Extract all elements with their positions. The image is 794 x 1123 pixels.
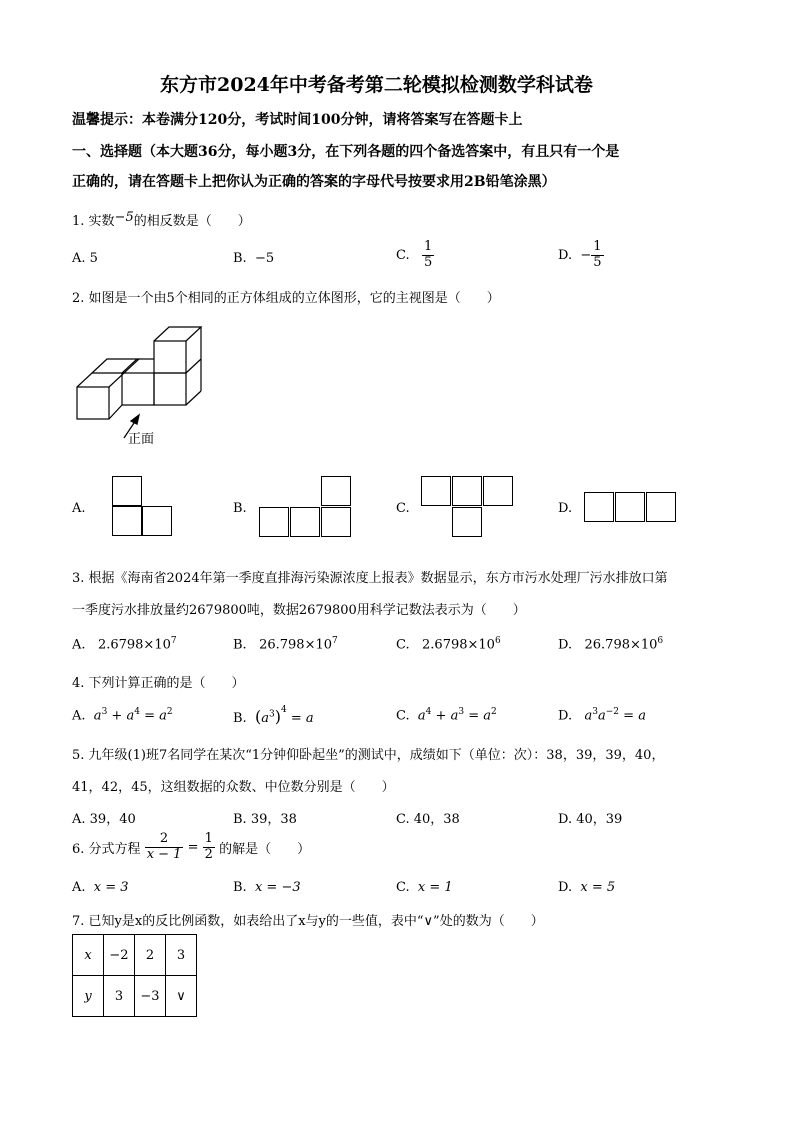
table-row-y (73, 976, 197, 1017)
q5-option-b[interactable]: B. 39，38 (233, 812, 297, 827)
table-cell: 3 (104, 976, 135, 1017)
q1-option-b[interactable]: B. −5 (233, 251, 275, 266)
xy-value-table (72, 934, 197, 1017)
front-view-label: 正面 (128, 432, 155, 447)
q3-option-a[interactable]: A. $2.6798\times 10^7$ (72, 636, 177, 653)
q1-option-d[interactable]: D. − $\frac{1}{5}$ (558, 239, 602, 270)
q3-option-b[interactable]: B. $26.798\times 10^7$ (233, 636, 338, 653)
question-1: 1. 实数−5的相反数是（ ） (72, 210, 251, 229)
table-cell: y (73, 976, 104, 1017)
q5-option-a[interactable]: A. 39，40 (72, 812, 136, 827)
page-title: 东方市2024年中考备考第二轮模拟检测数学科试卷 (160, 74, 593, 96)
q4-option-b[interactable]: B. $(a^3)^4 = a$ (233, 704, 314, 726)
q6-option-b[interactable]: B. x = −3 (233, 880, 301, 895)
q2-option-d-label[interactable]: D. (558, 501, 573, 516)
table-cell: −2 (104, 935, 135, 976)
q4-option-c[interactable]: C. $a^4 + a^3 = a^2$ (396, 707, 497, 724)
table-cell: 2 (135, 935, 166, 976)
table-cell: x (73, 935, 104, 976)
q3-option-c[interactable]: C. $2.6798\times 10^6$ (396, 636, 501, 653)
q6-option-d[interactable]: D. x = 5 (558, 880, 616, 895)
section-heading-line2: 正确的，请在答题卡上把你认为正确的答案的字母代号按要求用2B铅笔涂黑） (72, 174, 556, 190)
q6-option-c[interactable]: C. x = 1 (396, 880, 453, 895)
question-2: 2. 如图是一个由5个相同的正方体组成的立体图形，它的主视图是（ ） (72, 291, 500, 306)
section-heading-line1: 一、选择题（本大题36分，每小题3分，在下列各题的四个备选答案中，有且只有一个是 (72, 144, 620, 160)
q5-option-c[interactable]: C. 40，38 (396, 812, 460, 827)
table-row-x (73, 935, 197, 976)
question-7: 7. 已知y是x的反比例函数，如表给出了x与y的一些值，表中“∨”处的数为（ ） (72, 914, 544, 929)
q6-option-a[interactable]: A. x = 3 (72, 880, 129, 895)
table-cell: −3 (135, 976, 166, 1017)
q4-option-d[interactable]: D. $a^3a^{-2} = a$ (558, 707, 646, 724)
q3-option-d[interactable]: D. $26.798\times 10^6$ (558, 636, 664, 653)
question-5-line2: 41，42，45，这组数据的众数、中位数分别是（ ） (72, 780, 395, 795)
question-6: 6. 分式方程 $\frac{2}{x - 1}$ = $\frac{1}{2}$ 的解是（ ） (72, 831, 311, 862)
question-3-line2: 一季度污水排放量约2679800吨，数据2679800用科学记数法表示为（ ） (72, 603, 526, 618)
q5-option-d[interactable]: D. 40，39 (558, 812, 623, 827)
q1-option-a[interactable]: A. 5 (72, 251, 98, 266)
q4-option-a[interactable]: A. $a^3 + a^4 = a^2$ (72, 707, 173, 724)
q2-option-a-label[interactable]: A. (72, 501, 86, 516)
q2-option-b-label[interactable]: B. (233, 501, 247, 516)
table-cell: 3 (166, 935, 197, 976)
question-4: 4. 下列计算正确的是（ ） (72, 676, 245, 691)
question-3-line1: 3. 根据《海南省2024年第一季度直排海污染源浓度上报表》数据显示，东方市污水处理厂污水排放口第 (72, 571, 668, 586)
q1-option-c[interactable]: C. $\frac{1}{5}$ (396, 239, 433, 270)
question-5-line1: 5. 九年级(1)班7名同学在某次“1分钟仰卧起坐”的测试中，成绩如下（单位：次）：38，39，39，40， (72, 748, 665, 763)
q2-option-c-label[interactable]: C. (396, 501, 410, 516)
table-cell: ∨ (166, 976, 197, 1017)
exam-tip: 温馨提示：本卷满分120分，考试时间100分钟，请将答案写在答题卡上 (72, 112, 523, 128)
